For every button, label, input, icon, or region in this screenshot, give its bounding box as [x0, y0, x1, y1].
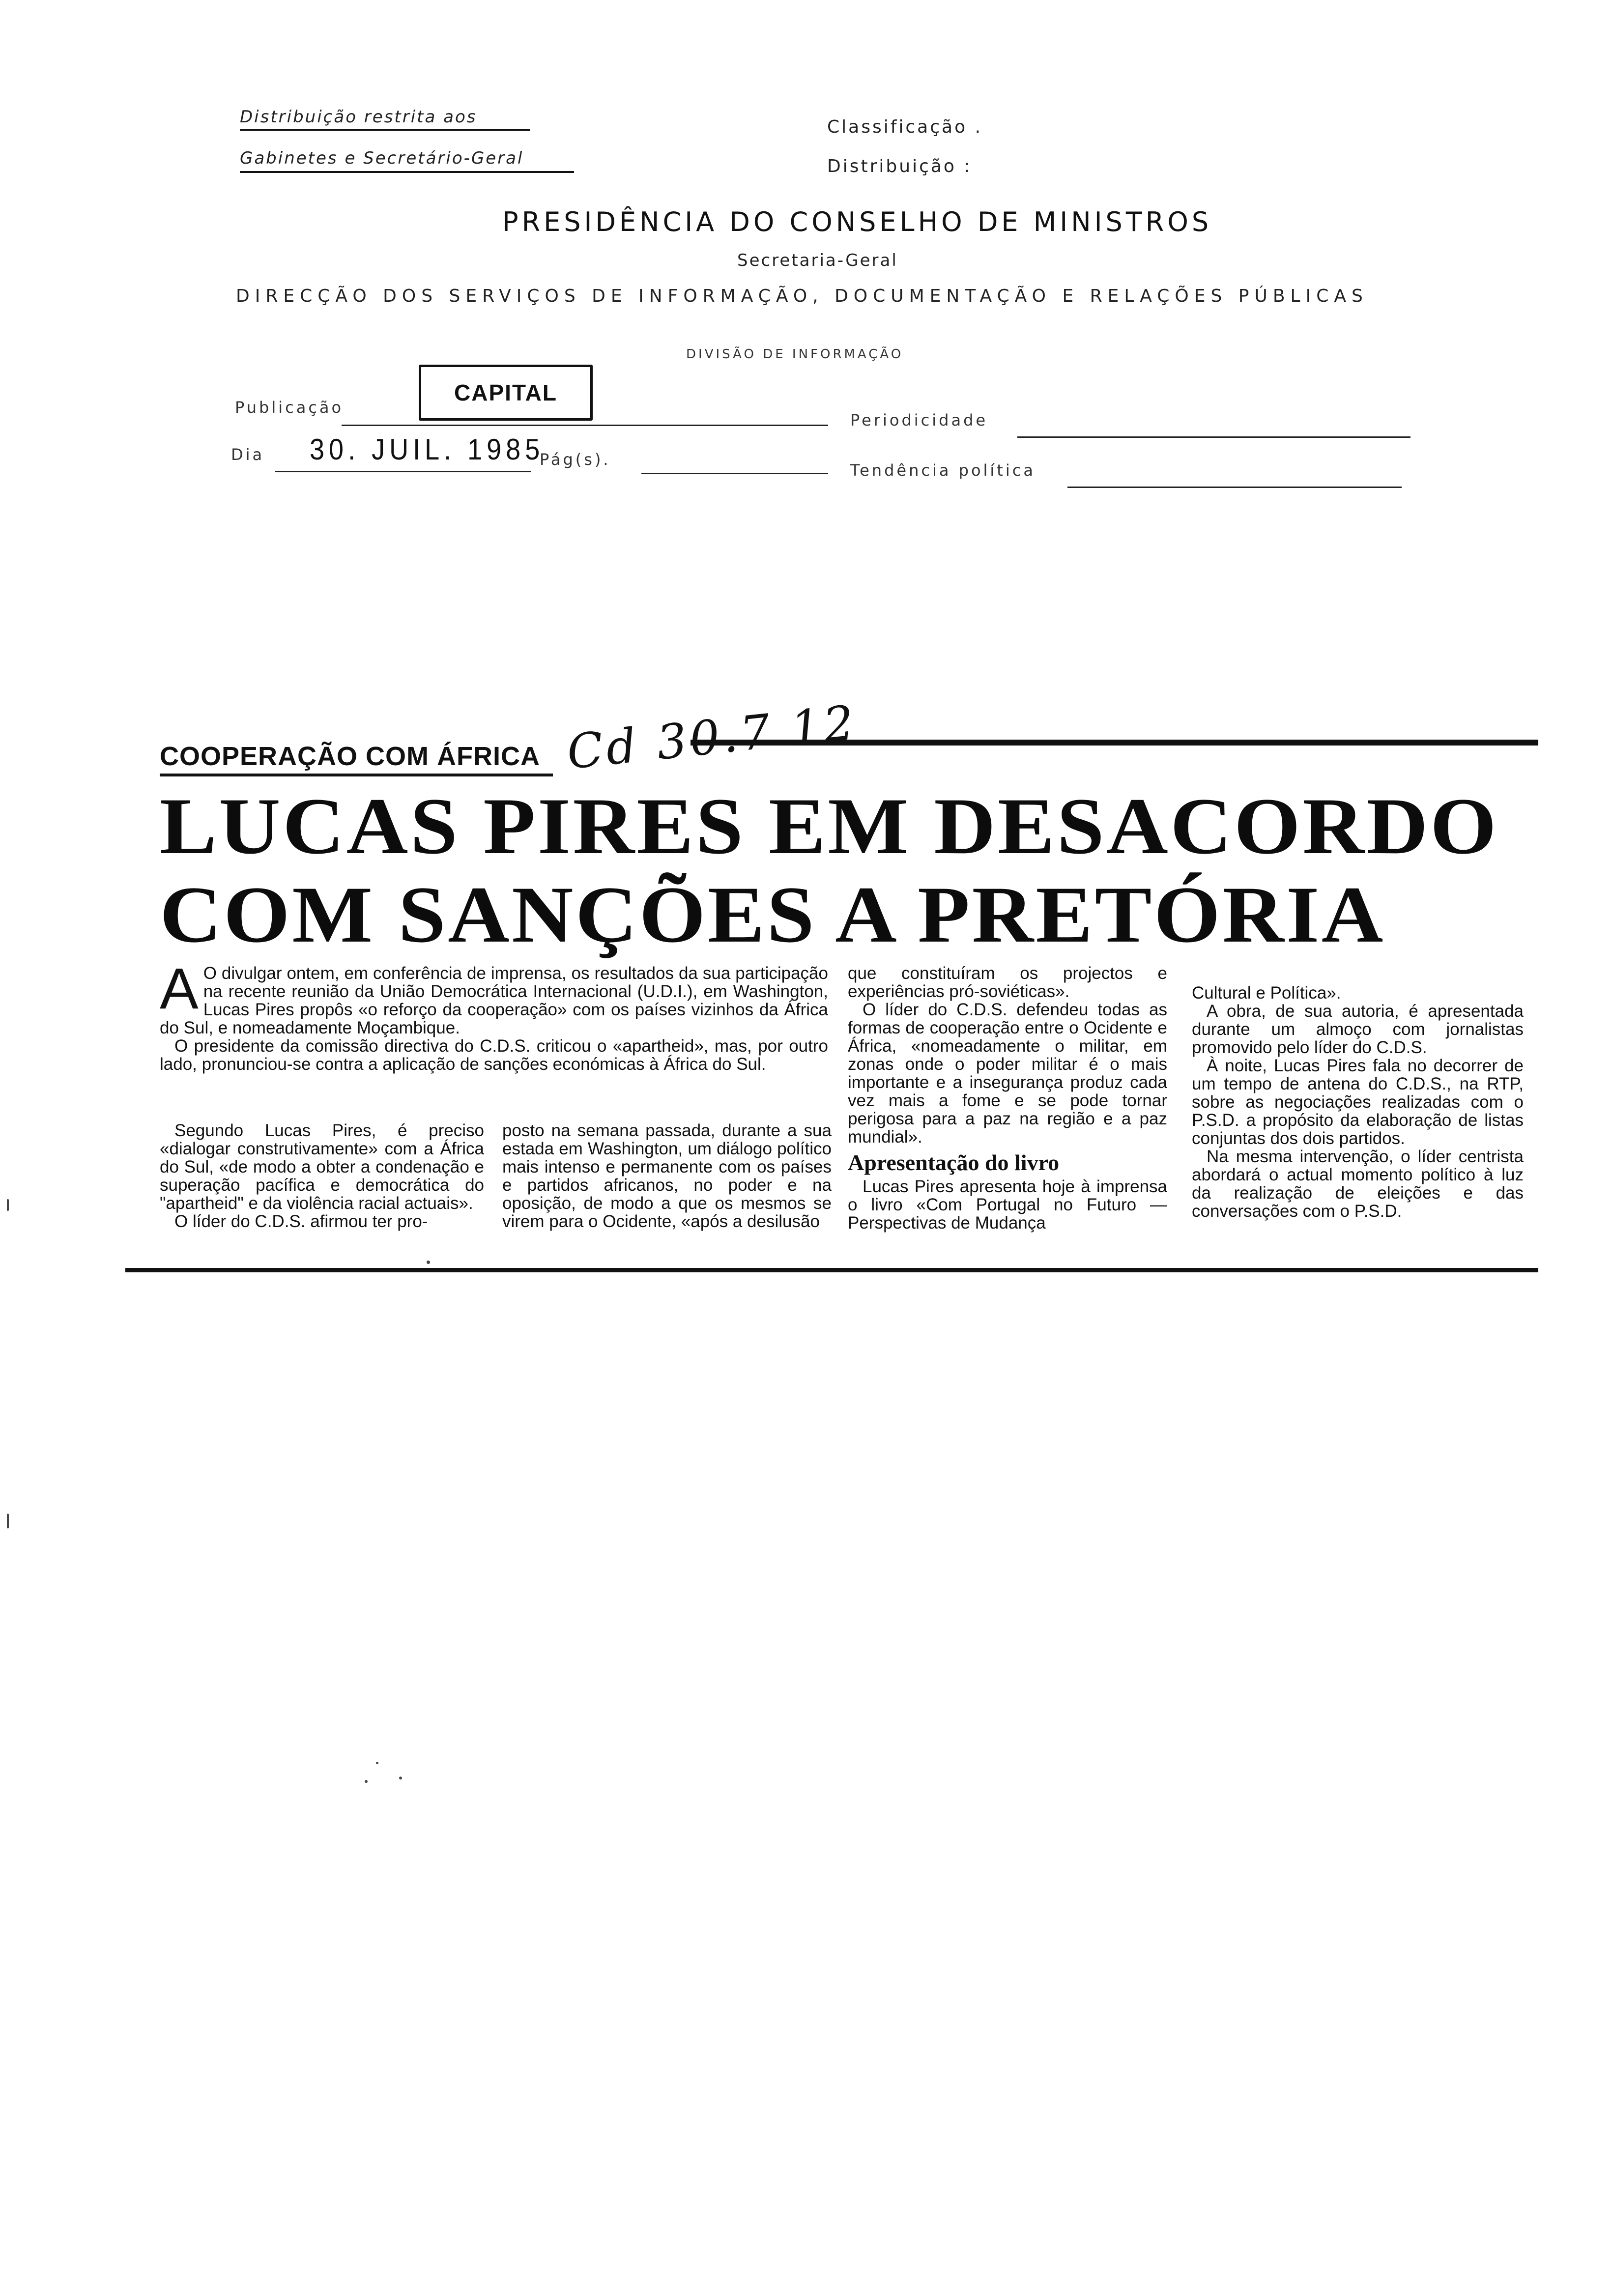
periodicity-label: Periodicidade: [850, 411, 988, 430]
distribution-underline-1: [240, 129, 530, 131]
book-subhead: Apresentação do livro: [848, 1150, 1060, 1175]
col1-paragraph-2: O líder do C.D.S. afirmou ter pro-: [174, 1212, 428, 1231]
publication-stamp: CAPITAL: [419, 365, 593, 421]
col2-paragraph-1: posto na semana passada, durante a sua estada em Washington, um diálogo político mais intenso e permanente com os países e partidos africanos, no poder e na oposição, de modo a que os mesmos se virem para o Ocidente, «após a desilusão: [502, 1121, 832, 1231]
publication-label: Publicação: [235, 398, 344, 417]
publication-line: [342, 425, 828, 426]
scan-speck: [399, 1777, 402, 1779]
distribution-underline-2: [240, 171, 574, 173]
scan-speck: [427, 1261, 430, 1264]
scan-edge-mark: [7, 1199, 9, 1211]
classification-label: Classificação .: [827, 117, 983, 137]
headline-line-1: LUCAS PIRES EM DESACORDO: [160, 782, 1499, 871]
lead-block: [160, 956, 828, 1074]
col4-paragraph-1: Cultural e Política».: [1192, 983, 1341, 1003]
distribution-label: Distribuição :: [827, 156, 972, 176]
day-label: Dia: [231, 445, 265, 464]
col4-paragraph-3: À noite, Lucas Pires fala no decorrer de um tempo de antena do C.D.S., na RTP, sobre as negociações realizadas com o P.S.D. a propósito da elaboração de listas conjuntas dos dois partidos.: [1192, 1056, 1524, 1148]
day-line: [275, 471, 531, 472]
scan-edge-mark: [7, 1514, 9, 1528]
secretariat-subtitle: Secretaria-Geral: [737, 251, 898, 270]
col3-paragraph-1: que constituíram os projectos e experiências pró-soviéticas».: [848, 964, 1167, 1001]
scan-speck: [376, 1762, 378, 1764]
distribution-note-line1: Distribuição restrita aos: [240, 107, 477, 127]
scan-speck: [365, 1780, 368, 1783]
article-kicker: COOPERAÇÃO COM ÁFRICA: [160, 742, 540, 771]
division-line: DIVISÃO DE INFORMAÇÃO: [686, 347, 904, 362]
pages-label: Pág(s).: [540, 450, 611, 469]
col3-paragraph-2: O líder do C.D.S. defendeu todas as formas de cooperação entre o Ocidente e África, «nomeadamente o militar, em zonas onde o poder militar é o mais importante e a insegurança produz cada vez mais a fome e se pode tornar perigosa para a paz na região e a paz mundial».: [848, 1000, 1167, 1147]
clipping-bottom-rule: [125, 1268, 1538, 1272]
headline-line-2: COM SANÇÕES A PRETÓRIA: [160, 870, 1385, 959]
presidency-title: PRESIDÊNCIA DO CONSELHO DE MINISTROS: [502, 206, 1212, 237]
directorate-line: DIRECÇÃO DOS SERVIÇOS DE INFORMAÇÃO, DOCUMENTAÇÃO E RELAÇÕES PÚBLICAS: [236, 286, 1368, 306]
col4-paragraph-4: Na mesma intervenção, o líder centrista abordará o actual momento político à luz da realização de eleições e das conversações com o P.S.D.: [1192, 1147, 1524, 1221]
col1-paragraph-1: Segundo Lucas Pires, é preciso «dialogar construtivamente» com a África do Sul, «de modo a obter a condenação e superação pacífica e democrática do "apartheid" e da violência racial actuais».: [160, 1121, 484, 1213]
article-column-3: [848, 964, 1167, 1232]
lead-paragraph-2: O presidente da comissão directiva do C.D.S. criticou o «apartheid», mas, por outro lado, pronunciou-se contra a aplicação de sanções económicas à África do Sul.: [160, 1036, 828, 1074]
lead-paragraph: O divulgar ontem, em conferência de imprensa, os resultados da sua participação na recente reunião da União Democrática Internacional (U.D.I.), em Washington, Lucas Pires propôs «o reforço da cooperação» com os países vizinhos da África do Sul, e nomeadamente Moçambique.: [160, 964, 828, 1037]
date-stamp: 30. JUIL. 1985: [310, 433, 545, 466]
tendency-line: [1067, 487, 1402, 488]
article-column-2: [502, 1121, 832, 1231]
periodicity-line: [1017, 436, 1410, 438]
article-column-1: [160, 1121, 484, 1231]
col3-paragraph-3: Lucas Pires apresenta hoje à imprensa o livro «Com Portugal no Futuro — Perspectivas de Mudança: [848, 1177, 1167, 1233]
col4-paragraph-2: A obra, de sua autoria, é apresentada durante um almoço com jornalistas promovido pelo líder do C.D.S.: [1192, 1002, 1524, 1057]
distribution-note-line2: Gabinetes e Secretário-Geral: [240, 148, 524, 168]
tendency-label: Tendência política: [850, 461, 1036, 480]
handwritten-note: Cd 30.7 12: [564, 694, 860, 780]
article-column-4: [1192, 984, 1524, 1220]
drop-cap: A: [160, 956, 199, 1021]
kicker-underline: [160, 774, 553, 776]
pages-line: [641, 473, 828, 474]
